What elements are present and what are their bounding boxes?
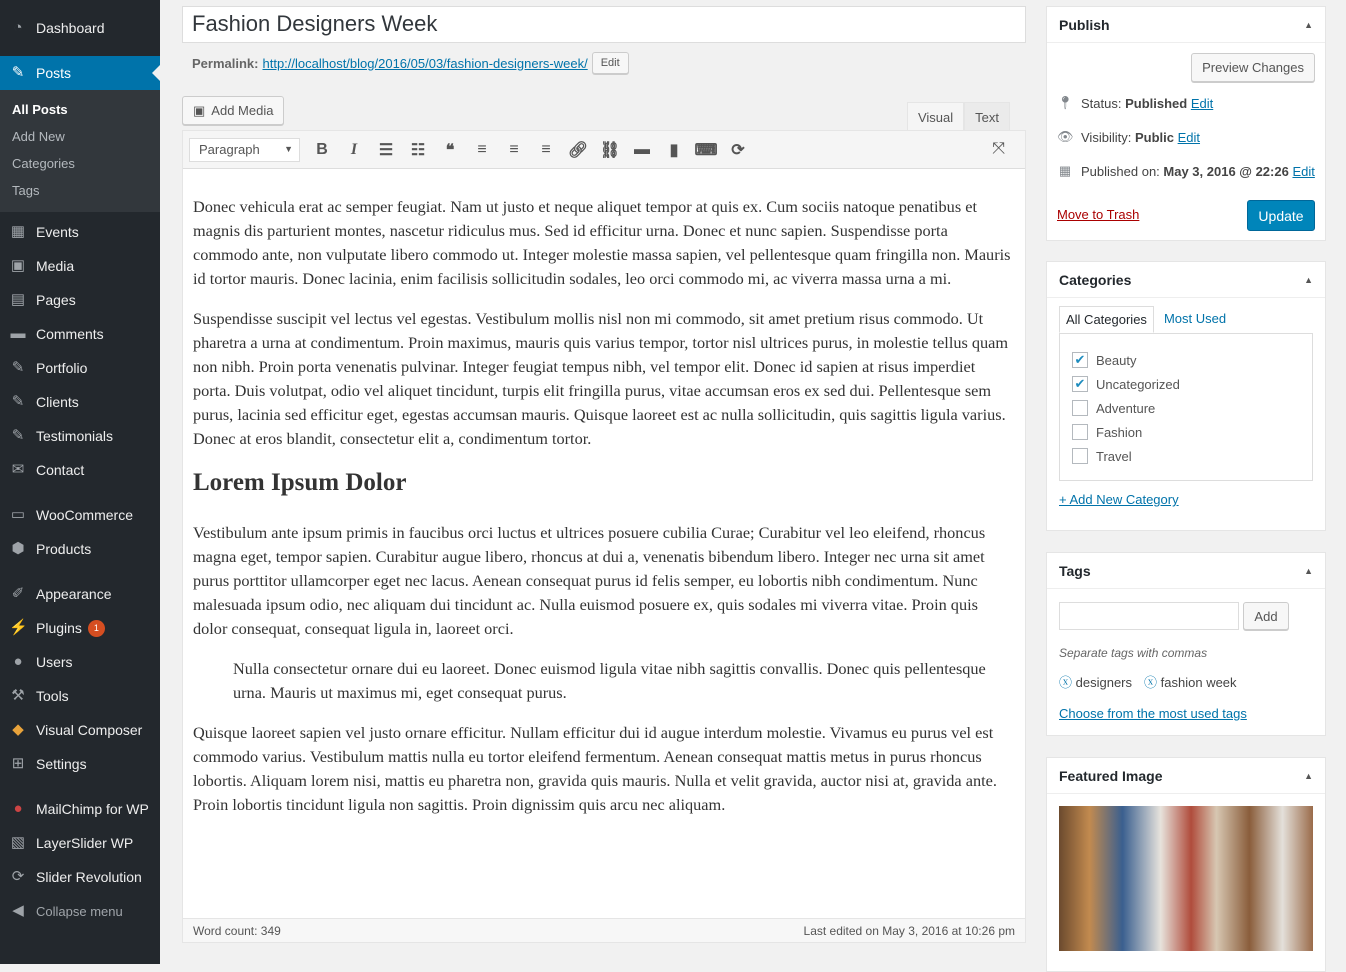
media-icon: ▣: [10, 257, 26, 274]
align-center-icon[interactable]: ≡: [509, 140, 519, 158]
menu-label: Pages: [36, 292, 76, 308]
refresh-icon: ⟳: [11, 868, 25, 885]
tag-item: [1059, 672, 1132, 691]
blockquote: Nulla consectetur ornare dui eu laoreet. Donec euismod ligula vitae nibh sagittis convallis. Donec quis pellentesque urna. Mauris ut maximus mi, eget consequat purus.: [233, 659, 986, 702]
collapse-arrow-icon[interactable]: ▲: [1304, 565, 1313, 576]
menu-comments[interactable]: [0, 317, 160, 351]
pin-icon: 📍︎: [1057, 95, 1074, 110]
category-label: Travel: [1096, 448, 1132, 464]
menu-mailchimp[interactable]: [0, 792, 160, 826]
bold-icon[interactable]: B: [316, 140, 328, 158]
dashboard-icon: ◔: [13, 19, 23, 36]
layers-icon: ▧: [10, 834, 26, 851]
tab-text[interactable]: Text: [964, 102, 1010, 131]
submenu-all-posts[interactable]: All Posts: [12, 102, 68, 117]
category-checkbox[interactable]: ✔: [1072, 352, 1088, 368]
paragraph: Vestibulum ante ipsum primis in faucibus orci luctus et ultrices posuere cubilia Curae; Curabitur vel leo eleifend, rhoncus magna eget, tempor sapien. Curabitur augue libero, rhoncus at dui a, venenatis bibendum libero. Integer nec urna sit amet purus porttitor ullamcorper eget nec lacus. Aenean consequat purus id felis semper, eu lobortis nibh condimentum. Nunc malesuada ipsum odio, nec aliquam dui tincidunt ac. Nulla euismod posuere ex, quis sodales mi viverra vitae. Proin quis dolor consequat, consequat ligula in, laoreet orci.: [193, 523, 986, 638]
pin-icon: ✎: [11, 359, 25, 376]
menu-label: Posts: [36, 65, 72, 81]
visibility-label: Visibility:: [1081, 129, 1132, 145]
menu-label: Media: [36, 258, 75, 274]
category-checkbox[interactable]: [1072, 400, 1088, 416]
menu-label: Testimonials: [36, 428, 114, 444]
tab-all-categories[interactable]: All Categories: [1059, 306, 1154, 333]
refresh-icon[interactable]: ⟳: [731, 141, 745, 159]
published-date: May 3, 2016 @ 22:26: [1163, 163, 1289, 179]
media-icon: ▣: [193, 102, 206, 118]
tags-box: [1046, 552, 1326, 736]
permalink-url[interactable]: http://localhost/blog/2016/05/03/fashion-designers-week/: [262, 55, 588, 71]
menu-media[interactable]: [0, 249, 160, 283]
mailchimp-icon: ●: [13, 800, 23, 817]
link-icon[interactable]: 🔗︎: [567, 141, 589, 159]
editor: [182, 130, 1026, 943]
menu-label: Settings: [36, 756, 87, 772]
posts-submenu: [0, 90, 160, 212]
menu-label: Events: [36, 224, 79, 240]
align-right-icon[interactable]: ≡: [541, 140, 551, 158]
blockquote-icon[interactable]: ❝: [445, 141, 455, 159]
publish-box: [1046, 6, 1326, 241]
category-item: [1072, 420, 1300, 444]
edit-date-link[interactable]: Edit: [1292, 163, 1315, 179]
move-to-trash-link[interactable]: Move to Trash: [1057, 207, 1140, 222]
comment-icon: ▬: [10, 325, 26, 342]
menu-woocommerce[interactable]: [0, 498, 160, 532]
choose-tags-link[interactable]: Choose from the most used tags: [1059, 706, 1247, 721]
pin-icon: ✎: [11, 393, 25, 410]
visibility-value: Public: [1134, 129, 1174, 145]
update-button[interactable]: Update: [1247, 200, 1315, 231]
page-icon[interactable]: ▮: [669, 141, 679, 159]
menu-posts[interactable]: [0, 56, 160, 90]
tag-input[interactable]: [1059, 602, 1239, 630]
menu-tools[interactable]: [0, 679, 160, 713]
collapse-arrow-icon[interactable]: ▲: [1304, 770, 1313, 781]
publish-title: Publish: [1059, 16, 1110, 33]
align-left-icon[interactable]: ≡: [477, 140, 487, 158]
menu-label: Portfolio: [36, 360, 88, 376]
paragraph: Quisque laoreet sapien vel justo ornare efficitur. Nullam efficitur dui id augue interdum molestie. Vivamus eu purus vel est commodo varius. Vestibulum mattis nulla eu tortor eleifend fermentum. Aenean consequat mattis metus in purus rhoncus lobortis. Aliquam lorem nisi, mattis eu pharetra non, gravida quis mauris. Nulla et velit gravida, auctor nisi at, gravida ante. Proin lobortis tincidunt ligula non sagittis. Proin dignissim quis arcu nec aliquam.: [193, 723, 997, 814]
format-select[interactable]: Paragraph ▼: [189, 138, 300, 162]
menu-label: Clients: [36, 394, 79, 410]
published-label: Published on:: [1081, 163, 1160, 179]
settings-icon: ⊞: [11, 755, 25, 772]
category-list: [1059, 333, 1313, 481]
submenu-tags[interactable]: Tags: [12, 183, 40, 198]
tab-visual[interactable]: Visual: [907, 102, 964, 131]
menu-label: Dashboard: [36, 20, 105, 36]
remove-tag-icon[interactable]: ⓧ: [1059, 675, 1073, 690]
menu-label: WooCommerce: [36, 507, 133, 523]
keyboard-icon[interactable]: ⌨: [694, 141, 718, 159]
tags-hint: Separate tags with commas: [1059, 646, 1208, 660]
menu-contact[interactable]: [0, 453, 160, 487]
menu-label: Comments: [36, 326, 104, 342]
paragraph: Suspendisse suscipit vel lectus vel egestas. Vestibulum mollis nisl non mi commodo, sit amet pretium risus commodo. Ut pharetra a urna at condimentum. Proin maximus, mauris quis varius tempor, tortor nisl ultrices purus, in molestie tellus quam non nibh. Proin porta venenatis pulvinar. Integer feugiat tempus nibh, vel tempor elit. Donec id sapien at risus imperdiet porta. Duis volutpat, odio vel aliquet tincidunt, turpis elit fringilla purus, vitae accumsan eros ex sed dui. Pellentesque sem purus, lacinia sed efficitur eget, egestas accumsan mauris. Quisque laoreet est ac nulla sollicitudin, quis sagittis ligula varius. Donec at eros blandit, consectetur elit a, condimentum tortor.: [193, 309, 1009, 448]
featured-image-title: Featured Image: [1059, 767, 1163, 784]
permalink-label: Permalink:: [192, 55, 259, 71]
pin-icon: ✎: [11, 427, 25, 444]
menu-clients[interactable]: [0, 385, 160, 419]
tab-most-used[interactable]: Most Used: [1163, 311, 1227, 326]
word-count: Word count: 349: [193, 923, 281, 938]
admin-sidebar: [0, 0, 160, 964]
category-label: Uncategorized: [1096, 376, 1180, 392]
wrench-icon: ⚒: [11, 687, 25, 704]
paragraph: Donec vehicula erat ac semper feugiat. Nam ut justo et neque aliquet tempor at quis ex. Cum sociis natoque penatibus et magnis dis parturient montes, nascetur ridiculus mus. Sed id efficitur urna. Donec et nunc sapien. Suspendisse porta commodo ante, non vulputate libero commodo ut. Integer molestie massa sapien, vel pellentesque quam fringilla non. Mauris id tortor mauris. Donec lacinia, enim facilisis sollicitudin sodales, leo orci commodo mi, ac viverra massa urna a mi.: [193, 197, 1011, 288]
menu-label: Appearance: [36, 586, 112, 602]
menu-appearance[interactable]: [0, 577, 160, 611]
menu-label: MailChimp for WP: [36, 801, 149, 817]
add-new-category-link[interactable]: + Add New Category: [1059, 492, 1179, 507]
box-icon: ⬢: [11, 540, 25, 557]
calendar-icon: ▦: [1058, 163, 1072, 178]
add-media-label: Add Media: [211, 103, 274, 118]
menu-label: Users: [36, 654, 73, 670]
menu-portfolio[interactable]: [0, 351, 160, 385]
content-heading: Lorem Ipsum Dolor: [193, 469, 407, 496]
editor-toolbar: [183, 131, 1025, 169]
category-checkbox[interactable]: ✔: [1072, 376, 1088, 392]
menu-label: Collapse menu: [36, 903, 123, 919]
menu-label: Visual Composer: [36, 722, 143, 738]
fullscreen-icon[interactable]: ⤧: [992, 140, 1005, 157]
user-icon: ●: [13, 653, 23, 670]
categories-title: Categories: [1059, 271, 1132, 288]
submenu-categories[interactable]: Categories: [12, 156, 75, 171]
category-item: [1072, 348, 1300, 372]
menu-plugins[interactable]: [0, 611, 160, 645]
editor-status-bar: [183, 918, 1025, 942]
category-item: [1072, 372, 1300, 396]
category-checkbox[interactable]: [1072, 424, 1088, 440]
category-label: Beauty: [1096, 352, 1137, 368]
edit-status-link[interactable]: Edit: [1190, 95, 1214, 111]
tag-label: designers: [1075, 675, 1133, 690]
category-label: Adventure: [1096, 400, 1156, 416]
brush-icon: ✐: [11, 585, 25, 602]
update-badge: 1: [88, 620, 105, 637]
tags-title: Tags: [1059, 562, 1091, 579]
category-checkbox[interactable]: [1072, 448, 1088, 464]
menu-settings[interactable]: [0, 747, 160, 781]
editor-content[interactable]: [183, 169, 1025, 817]
bullet-list-icon[interactable]: ☰: [378, 141, 394, 159]
menu-label: Slider Revolution: [36, 869, 142, 885]
category-label: Fashion: [1096, 424, 1143, 440]
menu-products[interactable]: [0, 532, 160, 566]
unlink-icon[interactable]: ⛓: [599, 141, 621, 159]
read-more-icon[interactable]: ▬: [634, 140, 650, 158]
tag-label: fashion week: [1160, 675, 1237, 690]
remove-tag-icon[interactable]: ⓧ: [1144, 675, 1158, 690]
eye-icon: 👁︎: [1057, 129, 1074, 144]
pin-icon: ✎: [11, 64, 25, 81]
add-media-button[interactable]: [182, 96, 284, 125]
status-value: Published: [1125, 95, 1188, 111]
menu-users[interactable]: [0, 645, 160, 679]
permalink: [192, 52, 629, 74]
menu-label: Plugins: [36, 620, 82, 636]
add-tag-button[interactable]: Add: [1243, 602, 1289, 630]
pages-icon: ▤: [10, 291, 26, 308]
category-item: [1072, 444, 1300, 468]
menu-label: Products: [36, 541, 92, 557]
menu-dashboard[interactable]: [0, 11, 160, 45]
tag-item: [1144, 672, 1237, 691]
featured-image-box: [1046, 757, 1326, 972]
numbered-list-icon[interactable]: ☷: [410, 141, 426, 159]
collapse-menu[interactable]: [0, 894, 160, 928]
menu-slider-revolution[interactable]: [0, 860, 160, 894]
category-item: [1072, 396, 1300, 420]
menu-layerslider[interactable]: [0, 826, 160, 860]
categories-box: [1046, 261, 1326, 531]
calendar-icon: ▦: [10, 223, 26, 240]
preview-changes-button[interactable]: Preview Changes: [1191, 53, 1315, 82]
menu-label: Tools: [36, 688, 69, 704]
collapse-arrow-icon[interactable]: ▲: [1304, 19, 1313, 30]
menu-visual-composer[interactable]: [0, 713, 160, 747]
menu-events[interactable]: [0, 215, 160, 249]
menu-label: Contact: [36, 462, 85, 478]
mail-icon: ✉: [11, 461, 25, 478]
vc-icon: ◆: [12, 721, 24, 738]
menu-testimonials[interactable]: [0, 419, 160, 453]
menu-label: LayerSlider WP: [36, 835, 134, 851]
edit-permalink-button[interactable]: Edit: [592, 52, 629, 74]
submenu-add-new[interactable]: Add New: [12, 129, 65, 144]
woo-icon: ▭: [10, 506, 26, 523]
collapse-icon: ◀: [12, 902, 24, 919]
italic-icon[interactable]: I: [350, 140, 358, 158]
post-title-input[interactable]: Fashion Designers Week: [182, 6, 1026, 43]
featured-image[interactable]: [1059, 806, 1313, 951]
collapse-arrow-icon[interactable]: ▲: [1304, 274, 1313, 285]
last-edited: Last edited on May 3, 2016 at 10:26 pm: [803, 923, 1015, 938]
edit-visibility-link[interactable]: Edit: [1177, 129, 1201, 145]
status-label: Status:: [1081, 95, 1122, 111]
plugin-icon: ⚡: [9, 619, 28, 636]
menu-pages[interactable]: [0, 283, 160, 317]
